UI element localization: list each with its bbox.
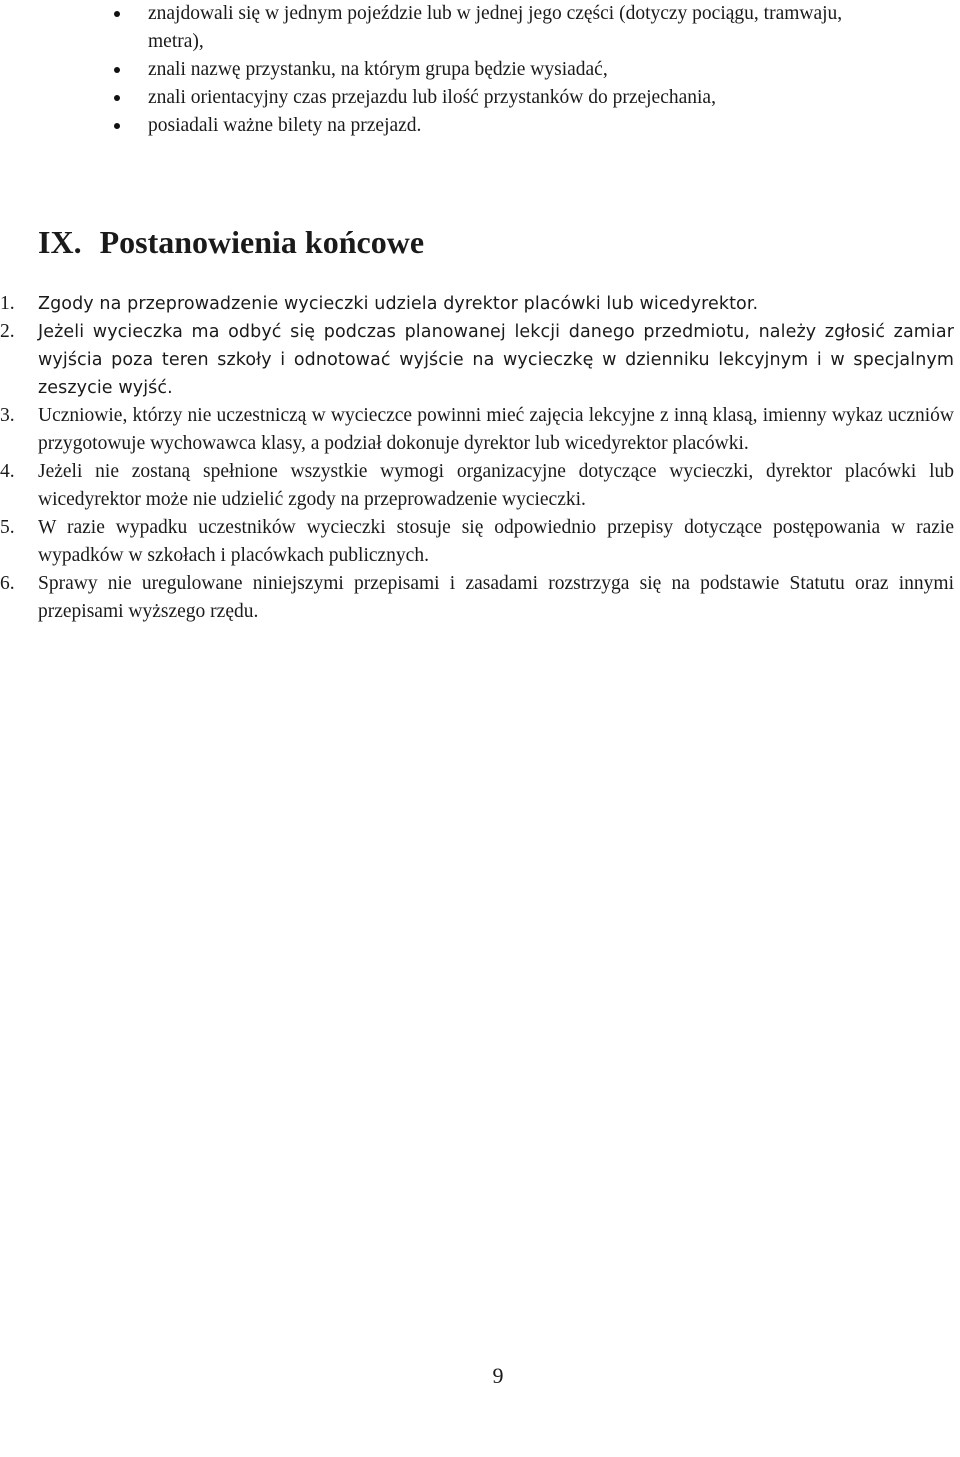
item-text: Sprawy nie uregulowane niniejszymi przepisami i zasadami rozstrzyga się na podstawie Statutu oraz innymi przepisami wyższego rzędu. bbox=[38, 573, 954, 622]
bullet-text: znali nazwę przystanku, na którym grupa będzie wysiadać, bbox=[148, 59, 608, 80]
requirements-bullet-list bbox=[110, 0, 890, 140]
item-number: 2. bbox=[0, 321, 15, 342]
final-provisions-list bbox=[0, 290, 960, 626]
item-number: 1. bbox=[0, 293, 15, 314]
item-number: 3. bbox=[0, 405, 15, 426]
bullet-item bbox=[110, 56, 890, 84]
section-title: Postanowienia końcowe bbox=[99, 224, 425, 260]
bullet-text: znajdowali się w jednym pojeździe lub w jednej jego części (dotyczy pociągu, tramwaju, metra), bbox=[148, 3, 843, 52]
bullet-text: znali orientacyjny czas przejazdu lub ilość przystanków do przejechania, bbox=[148, 87, 716, 108]
item-text: Jeżeli wycieczka ma odbyć się podczas planowanej lekcji danego przedmiotu, należy zgłosić zamiar wyjścia poza teren szkoły i odnotować wyjście na wycieczkę w dzienniku lekcyjnym i w specjalnym zeszycie wyjść. bbox=[38, 322, 954, 398]
item-number: 5. bbox=[0, 517, 15, 538]
numbered-item bbox=[0, 290, 960, 318]
bullet-item bbox=[110, 0, 890, 56]
section-number: IX. bbox=[38, 224, 82, 260]
numbered-item bbox=[0, 570, 960, 626]
bullet-item bbox=[110, 84, 890, 112]
numbered-item bbox=[0, 318, 960, 402]
item-text: Uczniowie, którzy nie uczestniczą w wycieczce powinni mieć zajęcia lekcyjne z inną klasą, imienny wykaz uczniów przygotowuje wychowawca klasy, a podział dokonuje dyrektor lub wicedyrektor placówki. bbox=[38, 405, 954, 454]
bullet-item bbox=[110, 112, 890, 140]
bullet-icon bbox=[114, 123, 120, 129]
item-text: Jeżeli nie zostaną spełnione wszystkie wymogi organizacyjne dotyczące wycieczki, dyrektor placówki lub wicedyrektor może nie udzielić zgody na przeprowadzenie wycieczki. bbox=[38, 461, 954, 510]
item-text: Zgody na przeprowadzenie wycieczki udziela dyrektor placówki lub wicedyrektor. bbox=[38, 294, 759, 314]
bullet-icon bbox=[114, 11, 120, 17]
item-number: 4. bbox=[0, 461, 15, 482]
numbered-item bbox=[0, 458, 960, 514]
page-number: 9 bbox=[492, 1363, 504, 1388]
numbered-item bbox=[0, 514, 960, 570]
section-heading bbox=[38, 222, 424, 262]
item-text: W razie wypadku uczestników wycieczki stosuje się odpowiednio przepisy dotyczące postępowania w razie wypadków w szkołach i placówkach publicznych. bbox=[38, 517, 954, 566]
numbered-item bbox=[0, 402, 960, 458]
bullet-text: posiadali ważne bilety na przejazd. bbox=[148, 115, 422, 136]
bullet-icon bbox=[114, 67, 120, 73]
item-number: 6. bbox=[0, 573, 15, 594]
bullet-icon bbox=[114, 95, 120, 101]
